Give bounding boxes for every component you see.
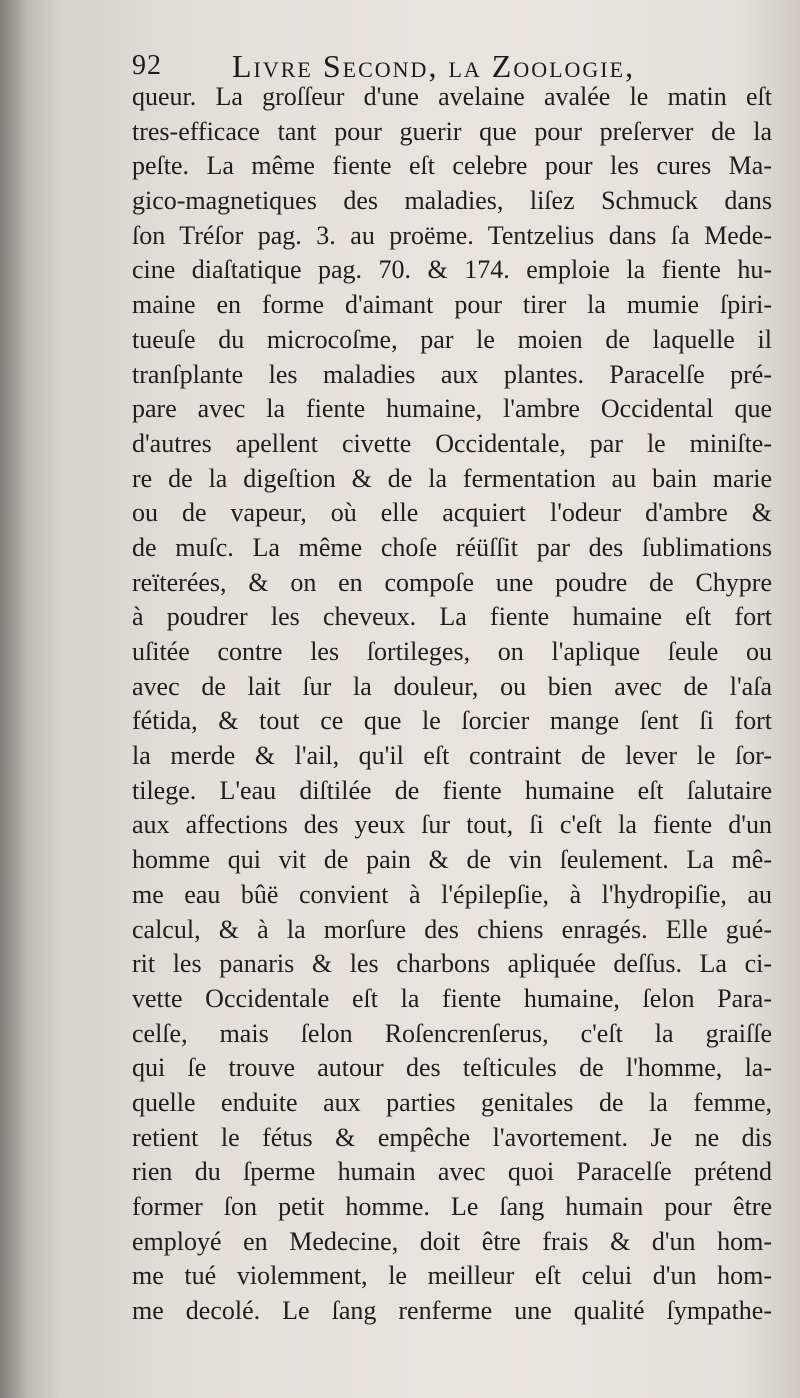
text-line: d'autres apellent civette Occidentale, par le miniſte- [132, 428, 772, 458]
text-line: uſitée contre les ſortileges, on l'aplique ſeule ou [132, 637, 772, 666]
text-line: aux affections des yeux ſur tout, ſi c'eſt la fiente d'un [132, 810, 772, 840]
text-line: homme qui vit de pain & de vin ſeulement. La mê- [132, 845, 772, 875]
text-line: peſte. La même fiente eſt celebre pour les cures Ma- [132, 151, 772, 181]
text-line: me tué violemment, le meilleur eſt celui d'un hom- [132, 1261, 772, 1291]
text-line: me decolé. Le ſang renferme une qualité ſympathe- [132, 1296, 772, 1326]
text-line: calcul, & à la morſure des chiens enragés. Elle gué- [132, 914, 772, 944]
text-line: maine en forme d'aimant pour tirer la mumie ſpiri- [132, 290, 772, 320]
text-line: rien du ſperme humain avec quoi Paracelſe prétend [132, 1157, 772, 1187]
text-line: ou de vapeur, où elle acquiert l'odeur d'ambre & [132, 498, 772, 528]
text-line: tueuſe du microcoſme, par le moien de laquelle il [132, 324, 772, 354]
text-line: tranſplante les maladies aux plantes. Paracelſe pré- [132, 359, 772, 389]
text-line: former ſon petit homme. Le ſang humain pour être [132, 1192, 772, 1221]
page-number: 92 [132, 50, 162, 81]
text-line: fétida, & tout ce que le ſorcier mange ſent ſi fort [132, 706, 772, 736]
text-line: cine diaſtatique pag. 70. & 174. emploie la fiente hu- [132, 255, 772, 285]
text-line: vette Occidentale eſt la fiente humaine, ſelon Para- [132, 983, 772, 1013]
page-gutter-shadow [0, 0, 28, 1398]
text-line: ſon Tréſor pag. 3. au proëme. Tentzelius dans ſa Mede- [132, 220, 772, 250]
text-line: rit les panaris & les charbons apliquée deſſus. La ci- [132, 949, 772, 979]
running-title: Livre Second, la Zoologie, [232, 48, 636, 84]
text-line: re de la digeſtion & de la fermentation au bain marie [132, 463, 772, 493]
text-line: queur. La groſſeur d'une avelaine avalée le matin eſt [132, 82, 772, 111]
text-line: retient le fétus & empêche l'avortement. Je ne dis [132, 1122, 772, 1152]
text-line: tilege. L'eau diſtilée de fiente humaine eſt ſalutaire [132, 775, 772, 805]
text-line: gico-magnetiques des maladies, liſez Schmuck dans [132, 186, 772, 216]
body-text [132, 80, 772, 1329]
text-line: à poudrer les cheveux. La fiente humaine eſt fort [132, 602, 772, 632]
text-line: quelle enduite aux parties genitales de la femme, [132, 1087, 772, 1117]
text-line: employé en Medecine, doit être frais & d'un hom- [132, 1226, 772, 1256]
text-line: de muſc. La même choſe réüſſit par des ſublimations [132, 532, 772, 562]
text-line: qui ſe trouve autour des teſticules de l'homme, la- [132, 1053, 772, 1083]
text-line: pare avec la fiente humaine, l'ambre Occidental que [132, 394, 772, 424]
text-line: avec de lait ſur la douleur, ou bien avec de l'aſa [132, 671, 772, 701]
text-line: tres-efficace tant pour guerir que pour preſerver de la [132, 116, 772, 146]
text-line: celſe, mais ſelon Roſencrenſerus, c'eſt la graiſſe [132, 1018, 772, 1048]
text-line: la merde & l'ail, qu'il eſt contraint de lever le ſor- [132, 741, 772, 771]
text-line: me eau bûë convient à l'épilepſie, à l'hydropiſie, au [132, 879, 772, 909]
text-line: reïterées, & on en compoſe une poudre de Chypre [132, 567, 772, 597]
